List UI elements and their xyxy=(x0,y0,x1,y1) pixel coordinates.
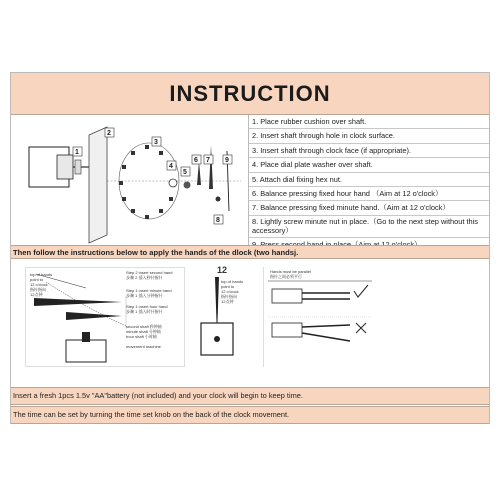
minute-hand-drawing xyxy=(34,298,122,306)
incorrect-cross-icon xyxy=(356,323,366,333)
step1-minute-note: Step 1 insert minute hand 步骤 1 插入分钟指针 xyxy=(126,288,172,298)
title-banner xyxy=(11,73,489,115)
step2-note: Step 2 insert second hand 步骤 2 插入秒针指针 xyxy=(126,270,173,280)
step-item: 7. Balance pressing fixed minute hand.（Aim at 12 o'clock） xyxy=(249,201,489,215)
part-number-tag: 6 xyxy=(194,157,198,164)
part-number-tag: 9 xyxy=(225,157,229,164)
minute-hand-part xyxy=(209,145,213,189)
set-time-note: The time can be set by turning the time set knob on the back of the clock movement. xyxy=(11,406,489,424)
step-item: 5. Attach dial fixing hex nut. xyxy=(249,173,489,187)
incorrect-hands-drawing xyxy=(302,325,350,327)
part-number-tag: 4 xyxy=(169,163,173,170)
exploded-parts-diagram xyxy=(11,115,249,245)
shaft-drawing xyxy=(82,332,90,342)
hex-nut xyxy=(184,182,191,189)
parallel-hands-diagram xyxy=(263,267,375,367)
twelve-oclock-note: top of hands point to 12 o'clock 指针指向 12点钟 xyxy=(221,279,244,304)
part-number-tag: 1 xyxy=(75,149,79,156)
hands-insertion-diagram xyxy=(25,267,185,367)
step-item: 4. Place dial plate washer over shaft. xyxy=(249,158,489,172)
hour-hand-drawing xyxy=(66,312,122,320)
parallel-note: Hands must be parallel 指针之间必须平行 xyxy=(270,269,311,279)
steps-list xyxy=(249,115,489,245)
parallel-hands-illustration xyxy=(264,267,376,367)
page-title: INSTRUCTION xyxy=(169,80,331,106)
dial-washer xyxy=(169,179,177,187)
step-item: 1. Place rubber cushion over shaft. xyxy=(249,115,489,129)
twelve-oclock-diagram xyxy=(195,267,255,367)
part-number-tag: 3 xyxy=(154,139,158,146)
movement-note: movement machine xyxy=(126,344,161,349)
step-item: 2. Insert shaft through hole in clock surface. xyxy=(249,129,489,143)
step1-hour-note: Step 1 insert hour hand 步骤 1 插入时针指针 xyxy=(126,304,168,314)
top-of-hands-note: top of hands point to 12 o'clock 指针指向 12点钟 xyxy=(30,272,53,297)
movement-drawing xyxy=(66,340,106,362)
part-number-tag: 7 xyxy=(206,157,210,164)
movement-side xyxy=(57,155,73,179)
rubber-cushion xyxy=(75,160,81,174)
clock-surface xyxy=(89,127,107,243)
hour-hand-part xyxy=(197,161,201,185)
step-item: 8. Lightly screw minute nut in place.（Go to the next step without this accessory） xyxy=(249,216,489,238)
correct-check-icon xyxy=(354,285,368,297)
part-number-tag: 8 xyxy=(216,217,220,224)
part-number-tag: 2 xyxy=(107,130,111,137)
parts-illustration xyxy=(11,115,249,245)
shafts-note: second shaft 秒钟轴 minute shaft 分钟轴 hour shaft 小时轴 xyxy=(126,324,162,339)
section-heading: Then follow the instructions below to apply the hands of the dlock (two handsj. xyxy=(11,245,489,259)
twelve-label: 12 xyxy=(217,265,228,275)
minute-nut xyxy=(216,197,221,202)
step-item: 3. Insert shaft through clock face (if appropriate). xyxy=(249,144,489,158)
step-item: 6. Balance pressing fixed hour hand （Aim at 12 o'clock） xyxy=(249,187,489,201)
instruction-sheet xyxy=(10,72,490,424)
battery-note: Insert a fresh 1pcs 1.5v "AA"battery (not included) and your clock will begin to keep time. xyxy=(11,387,489,405)
part-number-tag: 5 xyxy=(183,169,187,176)
